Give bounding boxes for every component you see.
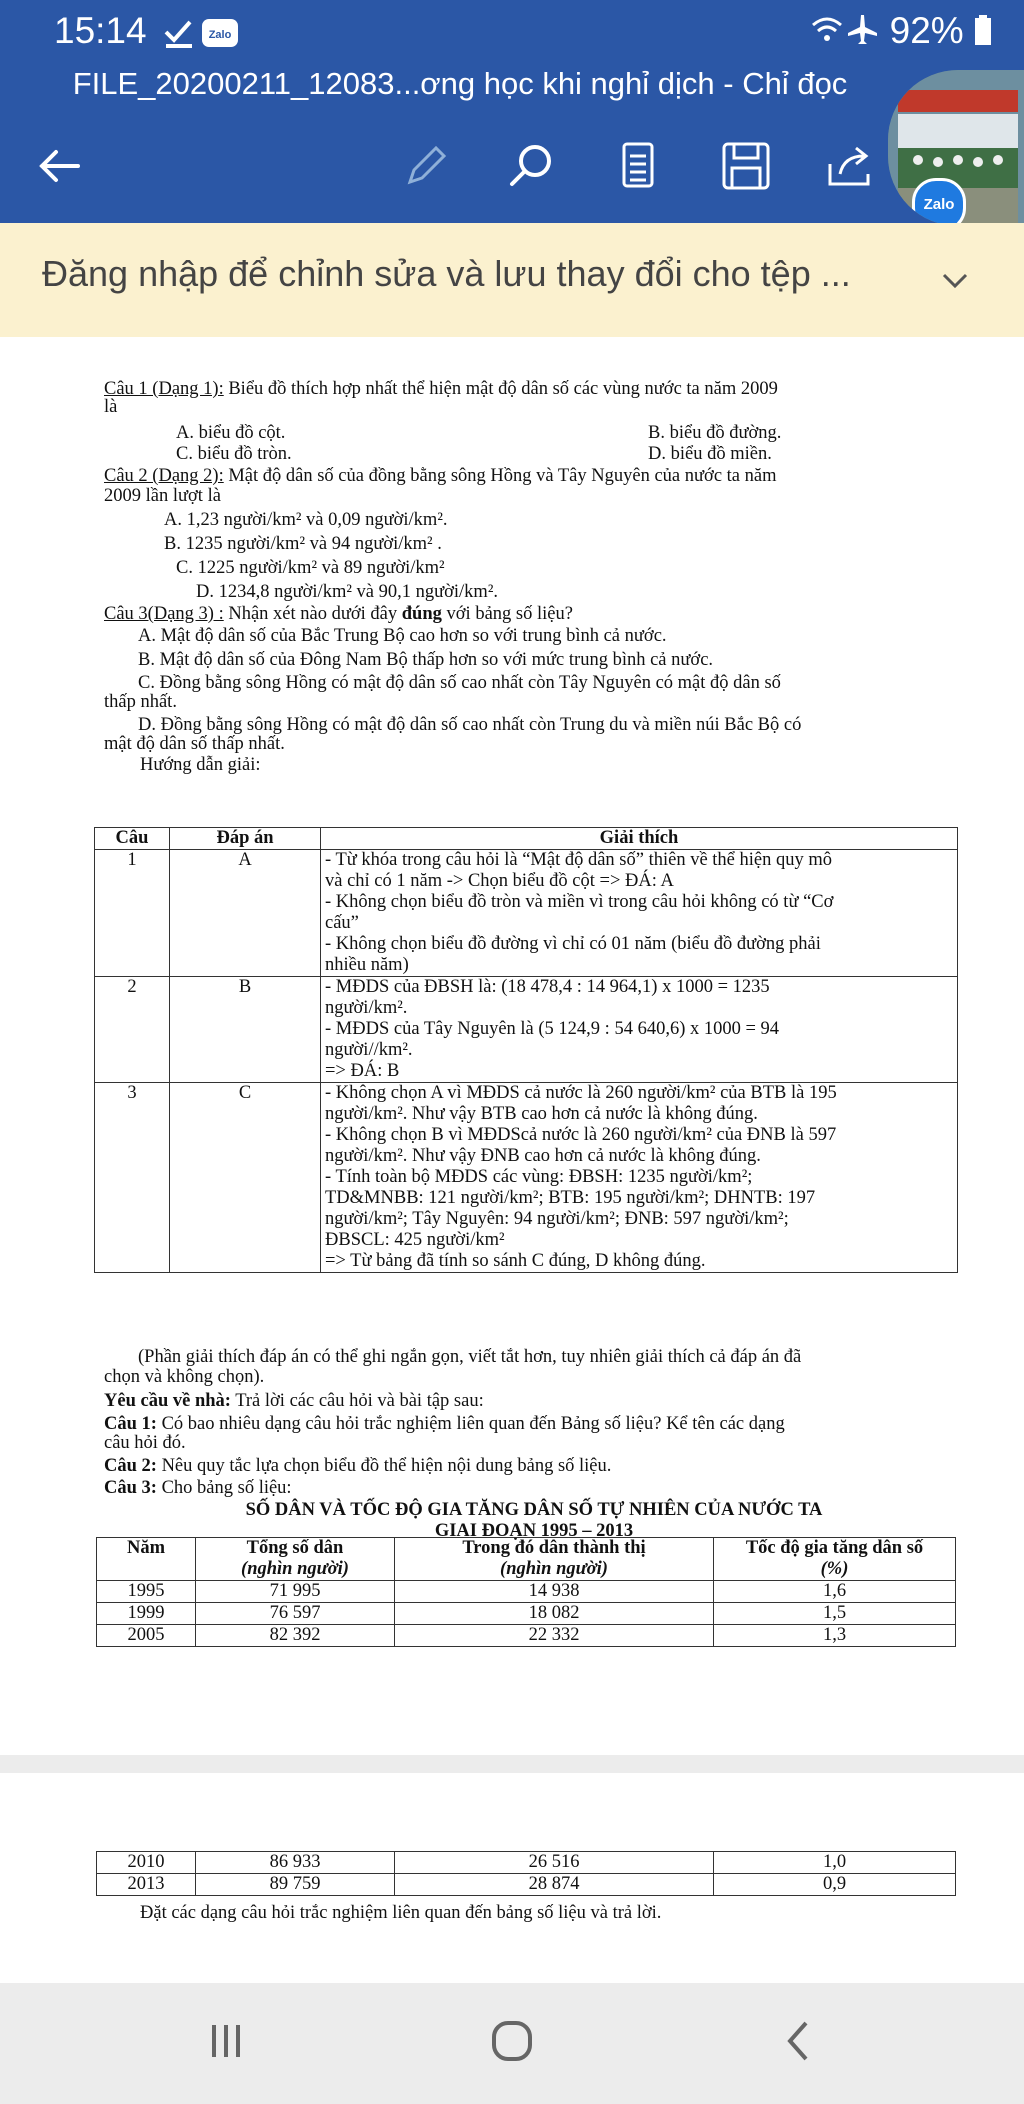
header-cau: Câu — [95, 828, 170, 850]
pop-total-cell: 86 933 — [196, 1852, 395, 1874]
hw2-heading: Câu 2: — [104, 1456, 157, 1476]
save-icon — [716, 136, 776, 196]
q2-text-cont: 2009 lần lượt là — [104, 486, 221, 506]
q2-option-b: B. 1235 người/km² và 94 người/km² . — [164, 534, 442, 554]
explanation-line: - Từ khóa trong câu hỏi là “Mật độ dân số” thiên về thể hiện quy mô — [325, 850, 833, 870]
recent-apps-icon — [196, 2011, 256, 2071]
pop-year-cell: 1999 — [97, 1603, 196, 1625]
pop-growth-cell: 1,3 — [714, 1625, 956, 1647]
explanation-line: - Không chọn B vì MĐDScả nước là 260 người/km² của ĐNB là 597 — [325, 1125, 837, 1145]
final-task — [140, 1903, 940, 1933]
hw1-text: Có bao nhiêu dạng câu hỏi trắc nghiệm liên quan đến Bảng số liệu? Kể tên các dạng — [156, 1414, 785, 1434]
share-icon — [820, 136, 880, 196]
explanation-line: - MĐDS của Tây Nguyên là (5 124,9 : 54 640,6) x 1000 = 94 — [325, 1019, 780, 1039]
hw1-heading: Câu 1: — [104, 1414, 157, 1434]
q1-option-d: D. biểu đồ miền. — [648, 444, 772, 464]
note-text-cont: chọn và không chọn). — [104, 1367, 265, 1387]
population-row — [97, 1625, 956, 1647]
check-and-zalo-icon — [164, 16, 254, 50]
explanation-line: - Không chọn biểu đồ tròn và miền vì trong câu hỏi không có từ “Cơ — [325, 892, 834, 912]
nav-back-button[interactable] — [768, 2011, 828, 2071]
explanation-line: và chỉ có 1 năm -> Chọn biểu đồ cột => ĐÁ: A — [325, 871, 674, 891]
q2-option-d: D. 1234,8 người/km² và 90,1 người/km². — [196, 582, 498, 602]
explanation-line: cấu” — [325, 913, 359, 933]
q1-option-b: B. biểu đồ đường. — [648, 423, 782, 443]
status-bar — [0, 8, 1024, 54]
search-icon — [502, 136, 562, 196]
explanation-line: - Tính toàn bộ MĐDS các vùng: ĐBSH: 1235 người/km²; — [325, 1167, 753, 1187]
header-dap-an: Đáp án — [170, 828, 321, 850]
q3-option-d-cont: mật độ dân số thấp nhất. — [104, 734, 285, 754]
q3-option-b: B. Mật độ dân số của Đông Nam Bộ thấp hơn so với mức trung bình cả nước. — [138, 650, 714, 670]
explanation-line: ĐBSCL: 425 người/km² — [325, 1230, 505, 1250]
explanation-line: người/km². — [325, 998, 408, 1018]
q1-text: Biểu đồ thích hợp nhất thể hiện mật độ dân số các vùng nước ta năm 2009 — [223, 379, 778, 399]
population-table — [96, 1537, 956, 1647]
q1-heading: Câu 1 (Dạng 1): — [104, 379, 224, 399]
banner-text: Đăng nhập để chỉnh sửa và lưu thay đổi cho tệp ... — [42, 253, 851, 294]
explanation-line: người/km²; Tây Nguyên: 94 người/km²; ĐNB: 597 người/km²; — [325, 1209, 789, 1229]
explanation-cell — [321, 1083, 958, 1273]
guide-label: Hướng dẫn giải: — [140, 755, 261, 775]
q1-text-cont: là — [104, 397, 118, 417]
population-table-title: SỐ DÂN VÀ TỐC ĐỘ GIA TĂNG DÂN SỐ TỰ NHIÊN CỦA NƯỚC TA — [245, 1500, 823, 1520]
pop-total-cell: 82 392 — [196, 1625, 395, 1647]
population-row — [97, 1603, 956, 1625]
save-button[interactable] — [716, 136, 776, 196]
pop-growth-cell: 1,0 — [714, 1852, 956, 1874]
q3-text-bold: đúng — [401, 604, 442, 624]
explanation-line: người/km². Như vậy ĐNB cao hơn cả nước là không đúng. — [325, 1146, 761, 1166]
pop-header-urban: Trong đó dân thành thị (nghìn người) — [395, 1538, 714, 1581]
answer-question-cell: 3 — [95, 1083, 170, 1273]
q2-option-c: C. 1225 người/km² và 89 người/km² — [176, 558, 445, 578]
home-icon — [482, 2011, 542, 2071]
population-table-subtitle: GIAI ĐOẠN 1995 – 2013 — [434, 1521, 634, 1541]
answer-key-cell: B — [170, 977, 321, 1083]
q3-heading: Câu 3(Dạng 3) : — [104, 604, 224, 624]
pop-total-cell: 71 995 — [196, 1581, 395, 1603]
explanation-line: - Không chọn biểu đồ đường vì chỉ có 01 năm (biểu đồ đường phải — [325, 934, 821, 954]
status-right — [809, 10, 992, 52]
explanation-line: - Không chọn A vì MĐDS cả nước là 260 người/km² của BTB là 195 — [325, 1083, 837, 1103]
note-text: (Phần giải thích đáp án có thể ghi ngắn gọn, viết tắt hơn, tuy nhiên giải thích cả đáp án đã — [138, 1347, 802, 1367]
answer-table — [94, 827, 958, 1273]
back-arrow-icon — [30, 136, 90, 196]
zalo-chat-head[interactable] — [888, 70, 1024, 226]
pop-growth-cell: 1,5 — [714, 1603, 956, 1625]
recent-apps-button[interactable] — [196, 2011, 256, 2071]
document-view-icon — [608, 136, 668, 196]
explanation-cell — [321, 850, 958, 977]
pop-total-cell: 76 597 — [196, 1603, 395, 1625]
status-time: 15:14 — [54, 10, 147, 51]
hw2-text: Nêu quy tắc lựa chọn biểu đồ thể hiện nội dung bảng số liệu. — [156, 1456, 612, 1476]
explanation-line: người/km². Như vậy BTB cao hơn cả nước là không đúng. — [325, 1104, 758, 1124]
homework-heading: Yêu cầu về nhà: — [104, 1391, 231, 1411]
document-title: FILE_20200211_12083...ơng học khi nghỉ dịch - Chỉ đọc — [72, 66, 848, 101]
q2-text: Mật độ dân số của đồng bằng sông Hồng và Tây Nguyên của nước ta năm — [223, 466, 777, 486]
pop-total-cell: 89 759 — [196, 1874, 395, 1896]
reading-mode-button[interactable] — [608, 136, 668, 196]
pop-growth-cell: 1,6 — [714, 1581, 956, 1603]
q1-option-c: C. biểu đồ tròn. — [176, 444, 292, 464]
hw3-text: Cho bảng số liệu: — [156, 1478, 292, 1498]
pop-year-cell: 1995 — [97, 1581, 196, 1603]
hw3-heading: Câu 3: — [104, 1478, 157, 1498]
explanation-line: => ĐÁ: B — [325, 1061, 400, 1081]
battery-level: 92% — [889, 10, 964, 51]
pop-urban-cell: 18 082 — [395, 1603, 714, 1625]
home-button[interactable] — [482, 2011, 542, 2071]
q3-option-a: A. Mật độ dân số của Bắc Trung Bộ cao hơn so với trung bình cả nước. — [138, 626, 667, 646]
pop-header-total: Tổng số dân (nghìn người) — [196, 1538, 395, 1581]
status-notification-icons — [164, 16, 254, 59]
app-header — [0, 0, 1024, 223]
q3-text-post: với bảng số liệu? — [441, 604, 573, 624]
pop-urban-cell: 14 938 — [395, 1581, 714, 1603]
battery-icon — [974, 15, 992, 45]
explanation-line: - MĐDS của ĐBSH là: (18 478,4 : 14 964,1) x 1000 = 1235 — [325, 977, 770, 997]
pop-year-cell: 2005 — [97, 1625, 196, 1647]
q3-option-c-cont: thấp nhất. — [104, 692, 177, 712]
svg-text:Zalo: Zalo — [208, 29, 232, 41]
q2-option-a: A. 1,23 người/km² và 0,09 người/km². — [164, 510, 448, 530]
pop-urban-cell: 26 516 — [395, 1852, 714, 1874]
final-task-text: Đặt các dạng câu hỏi trắc nghiệm liên quan đến bảng số liệu và trả lời. — [140, 1903, 662, 1923]
answer-key-cell: C — [170, 1083, 321, 1273]
explanation-line: nhiều năm) — [325, 955, 409, 975]
population-table-continued — [96, 1851, 956, 1896]
pop-header-year: Năm — [97, 1538, 196, 1581]
pop-header-growth: Tốc độ gia tăng dân số (%) — [714, 1538, 956, 1581]
q2-heading: Câu 2 (Dạng 2): — [104, 466, 224, 486]
back-button[interactable] — [30, 136, 90, 196]
pop-year-cell: 2010 — [97, 1852, 196, 1874]
pop-year-cell: 2013 — [97, 1874, 196, 1896]
explanation-cell — [321, 977, 958, 1083]
chevron-down-icon[interactable] — [940, 265, 970, 295]
population-row — [97, 1852, 956, 1874]
document-page-1 — [0, 337, 1024, 1755]
answer-row-1 — [95, 850, 958, 977]
answer-question-cell: 2 — [95, 977, 170, 1083]
pop-growth-cell: 0,9 — [714, 1874, 956, 1896]
pop-urban-cell: 28 874 — [395, 1874, 714, 1896]
share-button[interactable] — [820, 136, 880, 196]
q3-option-c: C. Đồng bằng sông Hồng có mật độ dân số cao nhất còn Tây Nguyên có mật độ dân số — [138, 673, 781, 693]
pop-urban-cell: 22 332 — [395, 1625, 714, 1647]
toolbar — [0, 136, 1024, 196]
explanation-line: người//km². — [325, 1040, 413, 1060]
zalo-badge: Zalo — [912, 178, 966, 226]
population-row — [97, 1581, 956, 1603]
hw1-text-cont: câu hỏi đó. — [104, 1433, 186, 1453]
explanation-line: => Từ bảng đã tính so sánh C đúng, D không đúng. — [325, 1251, 706, 1271]
answer-row-3 — [95, 1083, 958, 1273]
q3-option-d: D. Đồng bằng sông Hồng có mật độ dân số cao nhất còn Trung du và miền núi Bắc Bộ có — [138, 715, 802, 735]
header-giai-thich: Giải thích — [321, 828, 958, 850]
search-button[interactable] — [502, 136, 562, 196]
answer-key-cell: A — [170, 850, 321, 977]
q1-option-a: A. biểu đồ cột. — [176, 423, 286, 443]
answer-row-2 — [95, 977, 958, 1083]
wifi-airplane-icon — [809, 13, 879, 47]
sign-in-banner[interactable] — [0, 223, 1024, 337]
homework-text: Trả lời các câu hỏi và bài tập sau: — [230, 1391, 484, 1411]
answer-question-cell: 1 — [95, 850, 170, 977]
pencil-icon — [396, 136, 456, 196]
population-table-header — [97, 1538, 956, 1581]
document-page-2 — [0, 1773, 1024, 1983]
answer-table-header — [95, 828, 958, 850]
system-nav-bar — [0, 1983, 1024, 2104]
nav-back-icon — [768, 2011, 828, 2071]
q3-text-pre: Nhận xét nào dưới đây — [223, 604, 402, 624]
explanation-line: TD&MNBB: 121 người/km²; BTB: 195 người/km²; DHNTB: 197 — [325, 1188, 816, 1208]
population-row — [97, 1874, 956, 1896]
edit-button[interactable] — [396, 136, 456, 196]
